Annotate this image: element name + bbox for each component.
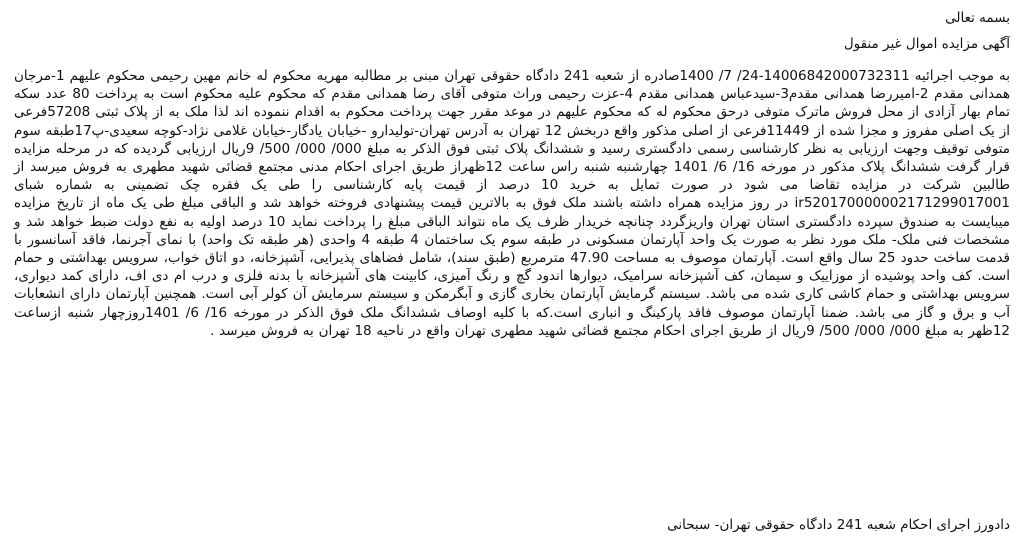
- basmala-heading: بسمه تعالی: [945, 10, 1010, 26]
- notice-title: آگهی مزایده اموال غیر منقول: [843, 36, 1010, 52]
- signature-line: دادورز اجرای احکام شعبه 241 دادگاه حقوقی تهران- سبحانی: [667, 517, 1010, 533]
- notice-body-paragraph: به موجب اجرائیه 14006842000732311-24/ 7/ 1400صادره از شعبه 241 دادگاه حقوقی تهران مبنی بر مطالبه مهریه محکوم له خانم مهین رحیمی محکوم علیهم 1-مرجان همدانی مقدم 2-امیررضا همدانی مقدم3-سیدعباس همدانی مقدم 4-عزت رحیمی وراث متوفی آقای رضا همدانی مقدم که محکوم علیه محکوم است به پرداخت 80 عدد سکه تمام بهار آزادی از محل فروش ماترک متوفی درحق محکوم له که محکوم علیهم در موعد مقرر جهت پرداخت محکوم به اقدام ننموده اند لذا ملک به از پلاک ثبتی 57208فرعی از یک اصلی مفروز و مجزا شده از 11449فرعی از اصلی مذکور واقع دربخش 12 تهران به آدرس تهران-تولیدارو -خیابان یادگار-خیابان غلامی نژاد-کوچه سعیدی-پ17طبقه سوم متوفی توقیف وجهت ارزیابی به نظر کارشناسی رسمی دادگستری رسید و ششدانگ پلاک ثبتی فوق الذکر به مبلغ 000/ 000/ 500/ 9ریال ارزیابی گردیده که در مرحله مزایده قرار گرفت ششدانگ پلاک مذکور در مورخه 16/ 6/ 1401 چهارشنبه شنبه راس ساعت 12ظهراز طریق اجرای احکام مدنی مجتمع قضائی شهید مطهری به فروش میرسد از طالبین شرکت در مزایده تقاضا می شود در صورت تمایل به خرید 10 درصد از قیمت پایه کارشناسی را طی یک فقره چک تضمینی به شماره شبای ir520170000002171299017001 در روز مزایده همراه داشته باشند ملک فوق به بالاترین قیمت پیشنهادی فروخته خواهد شد و الباقی مبلغ طی یک ماه از تاریخ مزایده میبایست به صندوق سپرده دادگستری استان تهران واریزگردد چنانچه خریدار ظرف یک ماه نتواند الباقی مبلغ را پرداخت نماید 10 درصد اولیه به نفع دولت ضبط خواهد شد و مشخصات فنی ملک- ملک مورد نظر به صورت یک واحد آپارتمان مسکونی در طبقه سوم یک ساختمان 4 طبقه 4 واحدی (هر طبقه تک واحد) با نمای آجرنما، فاقد آسانسور با قدمت ساخت حدود 25 سال واقع است. آپارتمان موصوف به مساحت 47.90 مترمربع (طبق سند)، شامل فضاهای پذیرایی، آشپزخانه، دو اتاق خواب، سرویس بهداشتی و حمام است. کف واحد پوشیده از موزاییک و سیمان، کف آشپزخانه سرامیک، دیوارها اندود گچ و رنگ آمیزی، کابینت های آشپزخانه با بدنه فلزی و درب ام دی اف، دارای کمد دیواری، سرویس بهداشتی و حمام کاشی کاری شده می باشد. سیستم گرمایش آپارتمان بخاری گازی و آبگرمکن و سیستم سرمایش آن کولر آبی است. همچنین آپارتمان دارای انشعابات آب و برق و گاز می باشد. ضمنا آپارتمان موصوف فاقد پارکینگ و انباری است.که با کلیه اوصاف ششدانگ ملک فوق الذکر در مورخه 16/ 6/ 1401روزچهار شنبه ازساعت 12ظهر به مبلغ 000/ 000/ 500/ 9ریال از طریق اجرای احکام مجتمع قضائی شهید مطهری تهران واقع در ناحیه 18 تهران به فروش میرسد .: [14, 68, 1011, 339]
